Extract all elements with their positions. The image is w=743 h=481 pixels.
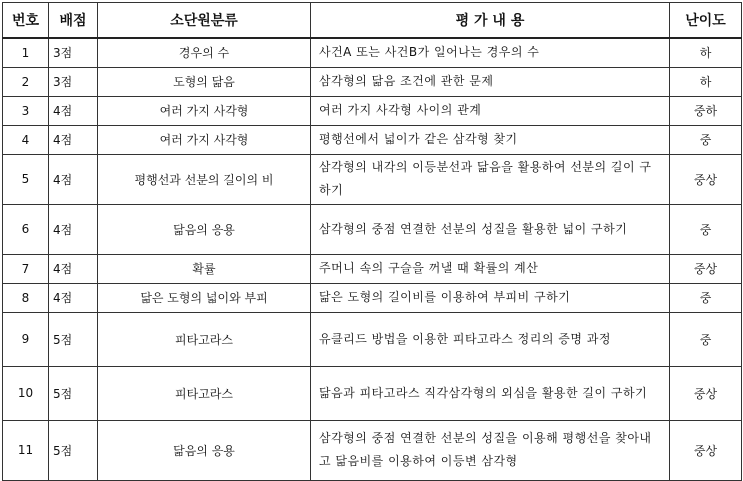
row-description: 닮은 도형의 길이비를 이용하여 부피비 구하기 xyxy=(311,283,670,312)
table-row xyxy=(3,154,742,204)
row-number: 7 xyxy=(3,254,49,283)
row-description: 사건A 또는 사건B가 일어나는 경우의 수 xyxy=(311,38,670,67)
row-unit: 평행선과 선분의 길이의 비 xyxy=(98,154,311,204)
row-difficulty: 중 xyxy=(670,125,742,154)
table-row xyxy=(3,96,742,125)
row-points: 5점 xyxy=(49,420,98,480)
row-unit: 닮은 도형의 넓이와 부피 xyxy=(98,283,311,312)
row-points: 3점 xyxy=(49,38,98,67)
row-unit: 닮음의 응용 xyxy=(98,204,311,254)
row-unit: 여러 가지 사각형 xyxy=(98,96,311,125)
header-points: 배점 xyxy=(49,3,98,39)
row-number: 11 xyxy=(3,420,49,480)
row-description: 삼각형의 닮음 조건에 관한 문제 xyxy=(311,67,670,96)
row-unit: 피타고라스 xyxy=(98,366,311,420)
row-unit: 피타고라스 xyxy=(98,312,311,366)
header-unit: 소단원분류 xyxy=(98,3,311,39)
header-row xyxy=(3,3,742,39)
row-unit: 여러 가지 사각형 xyxy=(98,125,311,154)
row-difficulty: 중하 xyxy=(670,96,742,125)
row-points: 4점 xyxy=(49,125,98,154)
row-description: 평행선에서 넓이가 같은 삼각형 찾기 xyxy=(311,125,670,154)
table-header xyxy=(3,3,742,39)
table-row xyxy=(3,38,742,67)
row-number: 2 xyxy=(3,67,49,96)
table-row xyxy=(3,420,742,480)
row-number: 1 xyxy=(3,38,49,67)
header-difficulty: 난이도 xyxy=(670,3,742,39)
row-number: 6 xyxy=(3,204,49,254)
row-difficulty: 중 xyxy=(670,283,742,312)
row-unit: 확률 xyxy=(98,254,311,283)
table-row xyxy=(3,312,742,366)
row-number: 8 xyxy=(3,283,49,312)
row-description: 삼각형의 중점 연결한 선분의 성질을 활용한 넓이 구하기 xyxy=(311,204,670,254)
table-row xyxy=(3,366,742,420)
table-body xyxy=(3,38,742,480)
table-row xyxy=(3,204,742,254)
row-points: 3점 xyxy=(49,67,98,96)
row-points: 4점 xyxy=(49,154,98,204)
row-description: 닮음과 피타고라스 직각삼각형의 외심을 활용한 길이 구하기 xyxy=(311,366,670,420)
row-number: 5 xyxy=(3,154,49,204)
table-row xyxy=(3,254,742,283)
row-points: 5점 xyxy=(49,366,98,420)
row-number: 10 xyxy=(3,366,49,420)
row-difficulty: 중 xyxy=(670,312,742,366)
row-unit: 닮음의 응용 xyxy=(98,420,311,480)
row-unit: 경우의 수 xyxy=(98,38,311,67)
row-difficulty: 하 xyxy=(670,38,742,67)
table-row xyxy=(3,67,742,96)
row-description: 주머니 속의 구슬을 꺼낼 때 확률의 계산 xyxy=(311,254,670,283)
row-description: 여러 가지 사각형 사이의 관계 xyxy=(311,96,670,125)
row-unit: 도형의 닮음 xyxy=(98,67,311,96)
table-row xyxy=(3,125,742,154)
row-difficulty: 중 xyxy=(670,204,742,254)
row-description: 삼각형의 중점 연결한 선분의 성질을 이용해 평행선을 찾아내고 닮음비를 이용하여 이등변 삼각형 xyxy=(311,420,670,480)
row-points: 4점 xyxy=(49,254,98,283)
row-number: 4 xyxy=(3,125,49,154)
row-number: 9 xyxy=(3,312,49,366)
row-description: 삼각형의 내각의 이등분선과 닮음을 활용하여 선분의 길이 구하기 xyxy=(311,154,670,204)
table-row xyxy=(3,283,742,312)
row-points: 4점 xyxy=(49,204,98,254)
header-evaluation: 평 가 내 용 xyxy=(311,3,670,39)
row-number: 3 xyxy=(3,96,49,125)
row-difficulty: 중상 xyxy=(670,254,742,283)
row-difficulty: 중상 xyxy=(670,154,742,204)
row-difficulty: 중상 xyxy=(670,366,742,420)
header-number: 번호 xyxy=(3,3,49,39)
row-points: 5점 xyxy=(49,312,98,366)
row-description: 유클리드 방법을 이용한 피타고라스 정리의 증명 과정 xyxy=(311,312,670,366)
row-points: 4점 xyxy=(49,283,98,312)
row-difficulty: 하 xyxy=(670,67,742,96)
row-points: 4점 xyxy=(49,96,98,125)
row-difficulty: 중상 xyxy=(670,420,742,480)
evaluation-table xyxy=(2,2,742,481)
